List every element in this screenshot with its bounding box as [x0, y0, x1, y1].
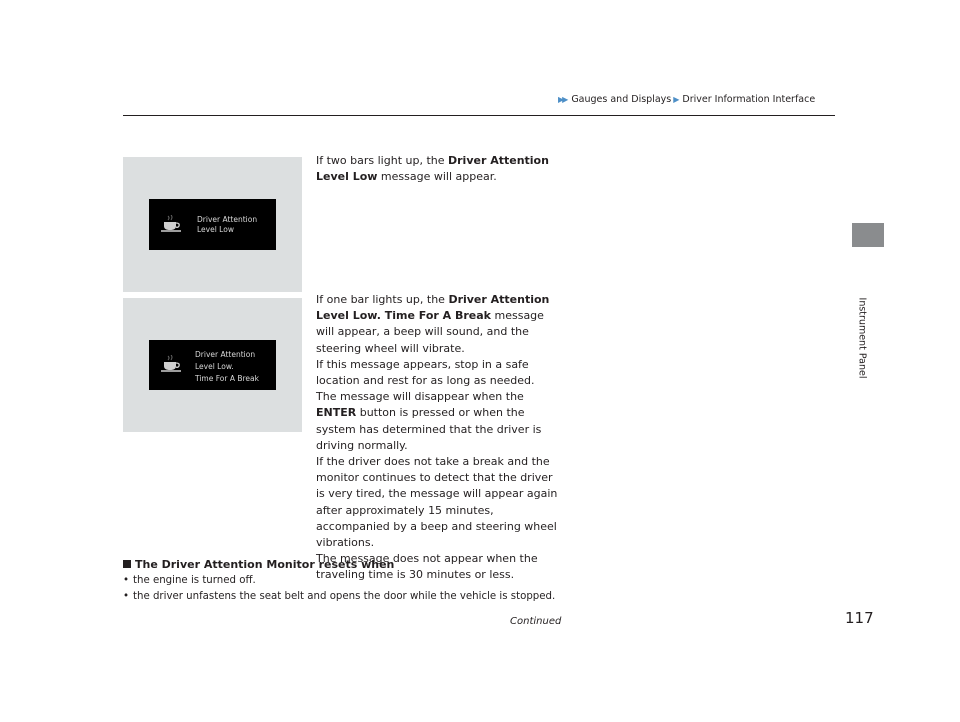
- display-screen: [149, 199, 276, 250]
- continued-label: Continued: [510, 616, 562, 627]
- text: The message does not appear when the traveling time is 30 minutes or less.: [316, 552, 538, 582]
- coffee-cup-icon: [161, 355, 183, 373]
- arrow-icon: ▶: [673, 95, 680, 104]
- text: button is pressed or when the system has determined that the driver is driving normally.: [316, 406, 542, 452]
- list-item: [123, 591, 555, 602]
- message-name: Driver Attention Level Low. Time For A Break: [316, 293, 550, 323]
- text: If this message appears, stop in a safe location and rest for as long as needed.: [316, 357, 535, 388]
- display-figure-level-low: [123, 157, 302, 292]
- chapter-tab: [852, 223, 884, 247]
- button-name: ENTER: [316, 406, 357, 420]
- list-item: [123, 575, 256, 586]
- list-item-text: the engine is turned off.: [133, 575, 256, 586]
- text: message will appear.: [377, 170, 497, 184]
- text: message will appear, a beep will sound, and the steering wheel will vibrate.: [316, 309, 544, 355]
- double-arrow-icon: ▶▶: [558, 95, 567, 104]
- bullet-icon: •: [123, 591, 130, 602]
- text: If the driver does not take a break and the monitor continues to detect that the driver is very tired, the message will appear again after approximately 15 minutes, accompanied by a beep and steering wheel vibrations.: [316, 455, 558, 550]
- coffee-cup-icon: [161, 215, 183, 233]
- display-message: Driver Attention Level Low: [197, 215, 258, 234]
- page-number: 117: [845, 609, 874, 627]
- text: If one bar lights up, the: [316, 293, 449, 306]
- chapter-label: Instrument Panel: [856, 297, 868, 379]
- display-figure-time-for-break: [123, 298, 302, 432]
- bullet-icon: •: [123, 575, 130, 586]
- text: The message will disappear when the: [316, 390, 524, 404]
- section-title: The Driver Attention Monitor resets when: [135, 558, 395, 571]
- display-screen: [149, 340, 276, 390]
- list-item-text: the driver unfastens the seat belt and opens the door while the vehicle is stopped.: [133, 591, 556, 602]
- breadcrumb-section[interactable]: Gauges and Displays: [571, 94, 672, 105]
- paragraph-two-bars: [316, 153, 560, 185]
- header-rule: [123, 115, 835, 116]
- message-name: Driver Attention Level Low: [316, 154, 549, 184]
- breadcrumb-page[interactable]: Driver Information Interface: [682, 94, 816, 105]
- paragraph-one-bar: [316, 292, 560, 584]
- square-bullet-icon: [123, 560, 131, 568]
- section-heading: [123, 558, 394, 571]
- display-message: Driver Attention Level Low. Time For A Break: [195, 350, 259, 383]
- breadcrumb: [558, 94, 815, 105]
- text: If two bars light up, the: [316, 154, 448, 167]
